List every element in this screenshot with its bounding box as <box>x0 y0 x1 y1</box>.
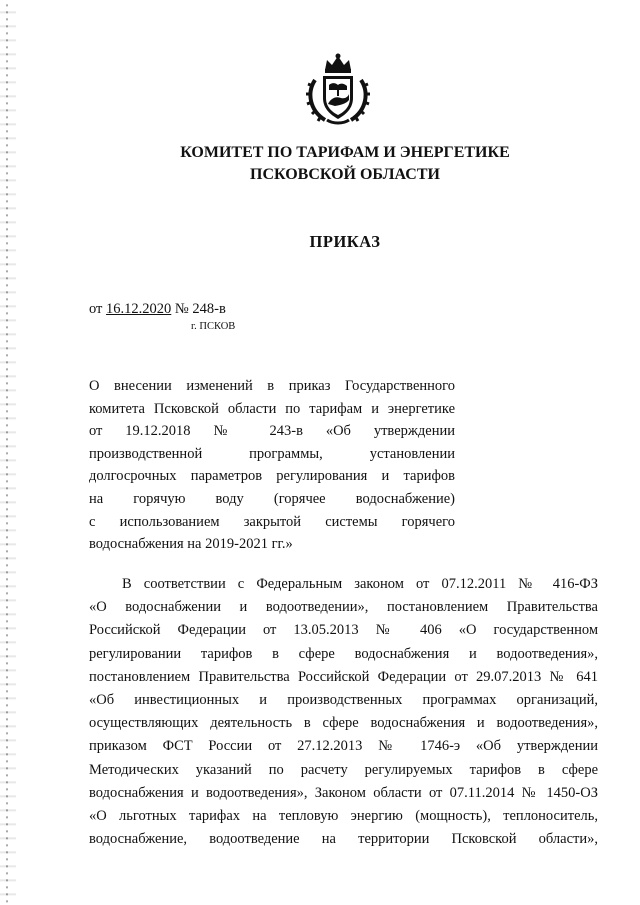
number-prefix: № <box>174 301 189 317</box>
subject-line: водоснабжения на 2019-2021 гг.» <box>89 536 293 553</box>
subject-block <box>89 375 455 556</box>
subject-line: комитета Псковской области по тарифам и энергетике <box>89 400 455 417</box>
scan-edge-dots <box>6 0 8 905</box>
body-line: В соответствии с Федеральным законом от 07.12.2011 № 416-ФЗ <box>122 576 598 592</box>
document-type-title: ПРИКАЗ <box>309 232 381 251</box>
document-date: 16.12.2020 <box>106 301 172 317</box>
body-line: осуществляющих деятельность в сфере водоснабжения и водоотведения», <box>89 715 598 732</box>
body-line: водоснабжение, водоотведение на территории Псковской области», <box>89 831 598 848</box>
document-city: г. ПСКОВ <box>191 321 236 332</box>
body-line: постановлением Правительства Российской Федерации от 29.07.2013 № 641 <box>89 668 598 685</box>
subject-line: О внесении изменений в приказ Государственного <box>89 378 455 394</box>
organization-name-line-1: КОМИТЕТ ПО ТАРИФАМ И ЭНЕРГЕТИКЕ <box>180 144 510 161</box>
body-line: «Об инвестиционных и производственных программах организаций, <box>89 692 598 709</box>
date-prefix: от <box>89 301 103 317</box>
subject-line: долгосрочных параметров регулирования и тарифов <box>89 468 455 485</box>
body-line: «О водоснабжении и водоотведении», постановлением Правительства <box>89 599 598 616</box>
date-number-line <box>89 301 226 318</box>
scan-edge-artifact <box>0 0 16 905</box>
body-line: приказом ФСТ России от 27.12.2013 № 1746-э «Об утверждении <box>89 738 598 755</box>
subject-line: на горячую воду (горячее водоснабжение) <box>89 490 455 507</box>
subject-line: от 19.12.2018 № 243-в «Об утверждении <box>89 423 455 440</box>
document-number: 248-в <box>192 301 226 317</box>
subject-line: производственной программы, установлении <box>89 445 455 462</box>
organization-name-line-2: ПСКОВСКОЙ ОБЛАСТИ <box>250 166 440 183</box>
pskov-coat-of-arms-icon <box>305 52 371 126</box>
subject-line: с использованием закрытой системы горячего <box>89 513 455 530</box>
body-line: «О льготных тарифах на тепловую энергию (мощность), теплоноситель, <box>89 808 598 825</box>
body-line: Методических указаний по расчету регулируемых тарифов в сфере <box>89 761 598 778</box>
body-line: Российской Федерации от 13.05.2013 № 406 «О государственном <box>89 622 598 639</box>
organization-name <box>0 142 640 186</box>
body-line: регулировании тарифов в сфере водоснабжения и водоотведения», <box>89 645 598 662</box>
body-paragraph <box>89 573 598 851</box>
body-line: водоснабжения и водоотведения», Законом области от 07.11.2014 № 1450-ОЗ <box>89 784 598 801</box>
